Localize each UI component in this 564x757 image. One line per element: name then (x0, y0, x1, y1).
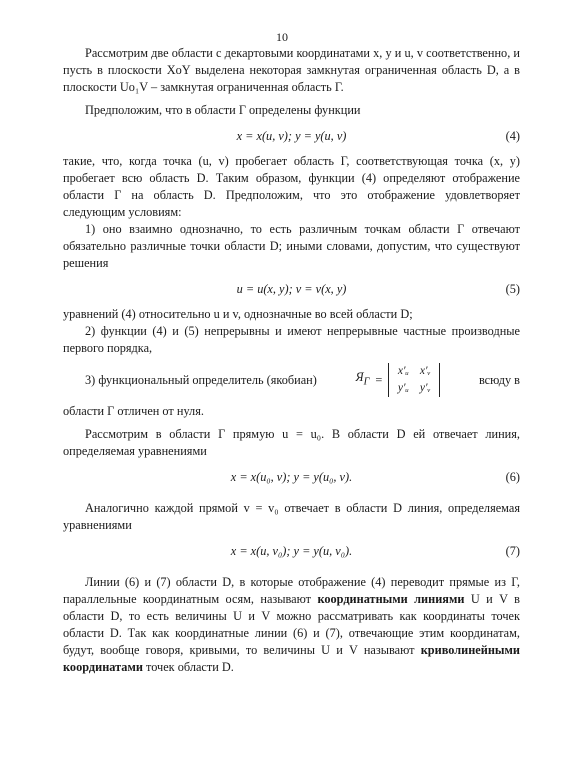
p10-part-a: Линии (6) и (7) области D, в которые отображение (4) переводит прямые из Г, параллельные координатным осям, называют (63, 575, 520, 606)
paragraph-3: такие, что, когда точка (u, v) пробегает область Г, соответствующая точка (x, y) пробегает всю область D. Таким образом, функции (4) определяют отображение области Г на область D. Предположим, что это отображение удовлетворяет следующим условиям: (63, 154, 520, 219)
p10-part-e: точек области D. (142, 660, 234, 674)
text-body (63, 45, 520, 676)
jacobian-trail: всюду в (478, 372, 520, 387)
det-m22: y′ᵥ (419, 382, 431, 394)
paragraph-8: Рассмотрим в области Г прямую u = u₀. В области D ей отвечает линия, определяемая уравнениями (63, 427, 520, 458)
equation-5-number: (5) (505, 282, 520, 296)
det-m11: x′ᵤ (397, 365, 409, 377)
jacobian-letter: Я (355, 370, 364, 385)
det-m12: x′ᵥ (419, 365, 431, 377)
paragraph-5: уравнений (4) относительно u и v, однозначные во всей области D; (63, 307, 413, 321)
jacobian-lead: 3) функциональный определитель (якобиан) (85, 372, 317, 387)
equation-4-text: x = x(u, v); y = y(u, v) (236, 129, 347, 143)
paragraph-6: 2) функции (4) и (5) непрерывны и имеют непрерывные частные производные первого порядка, (63, 324, 520, 355)
jacobian-determinant (388, 363, 440, 397)
equation-4 (63, 119, 520, 153)
paragraph-7: области Г отличен от нуля. (63, 404, 204, 418)
equation-6-text: x = x(u₀, v); y = y(u₀, v). (230, 470, 353, 484)
det-m21: y′ᵤ (397, 382, 409, 394)
term-coordinate-lines: координатными линиями (317, 592, 465, 606)
equation-7 (63, 534, 520, 568)
term-curvilinear-coordinates: криволинейными координатами (63, 643, 520, 674)
equation-6-number: (6) (505, 470, 520, 484)
equation-5 (63, 272, 520, 306)
jacobian-formula (355, 363, 440, 397)
paragraph-9: Аналогично каждой прямой v = v₀ отвечает в области D линия, определяемая уравнениями (63, 501, 520, 532)
p10-part-c: U и V в области D, то есть величины U и V можно рассматривать как координаты точек области D. Так как координатные линии (6) и (7), отвечающие этим координатам, будут, вообще говоря, кривыми, то величины U и V называют (63, 592, 520, 657)
jacobian-line (63, 357, 520, 403)
equation-7-number: (7) (505, 544, 520, 558)
jacobian-symbol (355, 369, 369, 390)
page-number: 10 (276, 30, 288, 44)
jacobian-equals: = (375, 372, 383, 387)
paragraph-4: 1) оно взаимно однозначно, то есть различным точкам области Г отвечают обязательно различные точки области D; иными словами, допустим, что существуют решения (63, 222, 520, 270)
paragraph-10 (63, 574, 520, 676)
paragraph-2: Предположим, что в области Г определены функции (85, 103, 361, 117)
equation-7-text: x = x(u, v₀); y = y(u, v₀). (230, 544, 353, 558)
equation-5-text: u = u(x, y); v = v(x, y) (236, 282, 347, 296)
equation-6 (63, 460, 520, 494)
equation-4-number: (4) (505, 129, 520, 143)
paragraph-1: Рассмотрим две области с декартовыми координатами x, y и u, v соответственно, и пусть в плоскости XoY выделена некоторая замкнутая ограниченная область D, а в плоскости Uo₁V – замкнутая ограниченная область Г. (63, 46, 520, 94)
jacobian-subscript: Г (363, 376, 370, 388)
